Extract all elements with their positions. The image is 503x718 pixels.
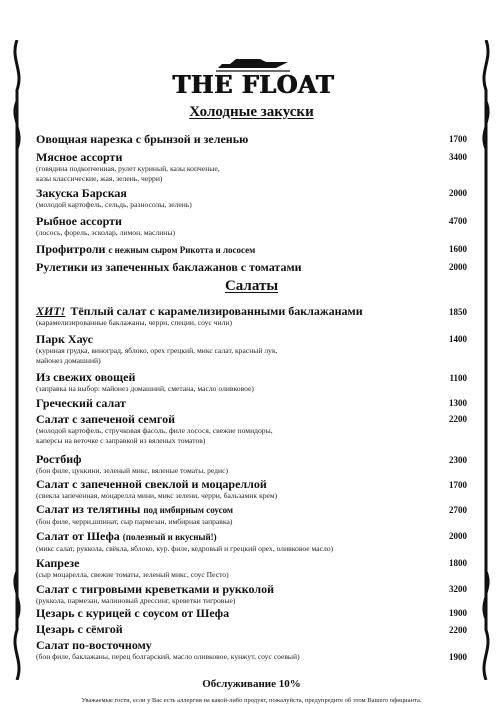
- item-price: 2000: [449, 188, 467, 198]
- menu-item: Цезарь с сёмгой: [36, 622, 123, 636]
- item-price: 2000: [449, 531, 467, 541]
- allergy-note: Уважаемые гости, если у Вас есть аллергия на какой-либо продукт, пожалуйста, предупредите об этом Вашего официанта.: [81, 697, 422, 704]
- menu-item: Ростбиф (бон филе, цуккини, зеленый микс, вяленые томаты, редис): [36, 452, 228, 475]
- item-price: 1700: [449, 134, 467, 144]
- item-price: 1900: [449, 652, 467, 662]
- menu-item: Из свежих овощей (заправка на выбор: майонез домашний, сметана, масло оливковое): [36, 370, 254, 393]
- menu-item: Салат из телятины под имбирным соусом (бон филе, черри,шпинат, сыр пармезан, имбирная заправка): [36, 502, 234, 526]
- menu-item: Капрезе (сыр моцарелла, свежие томаты, зеленый микс, соус Песто): [36, 556, 229, 579]
- item-price: 1300: [449, 398, 467, 408]
- menu-item: Рыбное ассорти (лосось, форель, эсколар, лимон, маслины): [36, 214, 175, 237]
- menu-item: Салат от Шефа (полезный и вкусный!) (микс салат, руккола, свёкла, яблоко, кур. филе, кедровый и грецкий орех, оливковое масло): [36, 529, 334, 553]
- right-ornament-border: [477, 40, 495, 680]
- item-price: 2700: [449, 505, 467, 515]
- menu-item: Салат по-восточному (бон филе, баклажаны, перец болгарский, масло оливковое, кунжут, соус соевый): [36, 638, 300, 661]
- menu-item: Салат с запеченой семгой (молодой картофель, стручковая фасоль, филе лосося, свежие помидоры, каперсы на веточке с заправкой из вяленых томатов): [36, 412, 273, 445]
- section-title-salads: Салаты: [224, 278, 279, 294]
- menu-item: Профитроли с нежным сыром Рикотта и лососем: [36, 242, 256, 256]
- hit-badge: ХИТ!: [36, 304, 66, 318]
- item-price: 1800: [449, 558, 467, 568]
- section-title-cold-starters: Холодные закуски: [189, 104, 314, 120]
- item-price: 1600: [449, 244, 467, 254]
- item-price: 3400: [449, 152, 467, 162]
- menu-item: Салат с запеченной свеклой и моцареллой (свекла запеченная, моцарелла мини, микс зелени, черри, бальзамик крем): [36, 477, 278, 500]
- brand-name: THE FLOAT: [172, 70, 334, 99]
- item-price: 2300: [449, 455, 467, 465]
- menu-item: ХИТ! Тёплый салат с карамелизированными баклажанами (карамелизированные баклажаны, черри, специи, соус чили): [36, 304, 363, 327]
- item-price: 1900: [449, 608, 467, 618]
- item-price: 1850: [449, 307, 467, 317]
- item-price: 1700: [449, 480, 467, 490]
- menu-item: Мясное ассорти (говядина подкопченная, рулет куриный, казы копченые, казы классические, жая, зелень, черри): [36, 150, 220, 183]
- left-ornament-border: [8, 40, 26, 680]
- menu-item: Закуска Барская (молодой картофель, сельдь, разносолы, зелень): [36, 186, 192, 209]
- item-price: 1100: [449, 373, 467, 383]
- service-charge: Обслуживание 10%: [202, 678, 301, 690]
- item-price: 4700: [449, 216, 467, 226]
- item-price: 3200: [449, 584, 467, 594]
- menu-item: Парк Хаус (куриная грудка, виноград, яблоко, орех грецкий, микс салат, красный лук, майонез домашний): [36, 332, 278, 365]
- brand-logo: [168, 58, 338, 102]
- item-price: 2200: [449, 625, 467, 635]
- menu-item: Рулетики из запеченных баклажанов с томатами: [36, 260, 302, 274]
- item-price: 1400: [449, 334, 467, 344]
- menu-item: Салат с тигровыми креветками и рукколой (руккола, пармезан, малиновый дрессинг, креветки тигровые): [36, 582, 275, 605]
- menu-item: Овощная нарезка с брынзой и зеленью: [36, 132, 249, 146]
- item-price: 2000: [449, 262, 467, 272]
- item-price: 2200: [449, 414, 467, 424]
- menu-item: Цезарь с курицей с соусом от Шефа: [36, 606, 230, 620]
- menu-item: Греческий салат: [36, 396, 126, 410]
